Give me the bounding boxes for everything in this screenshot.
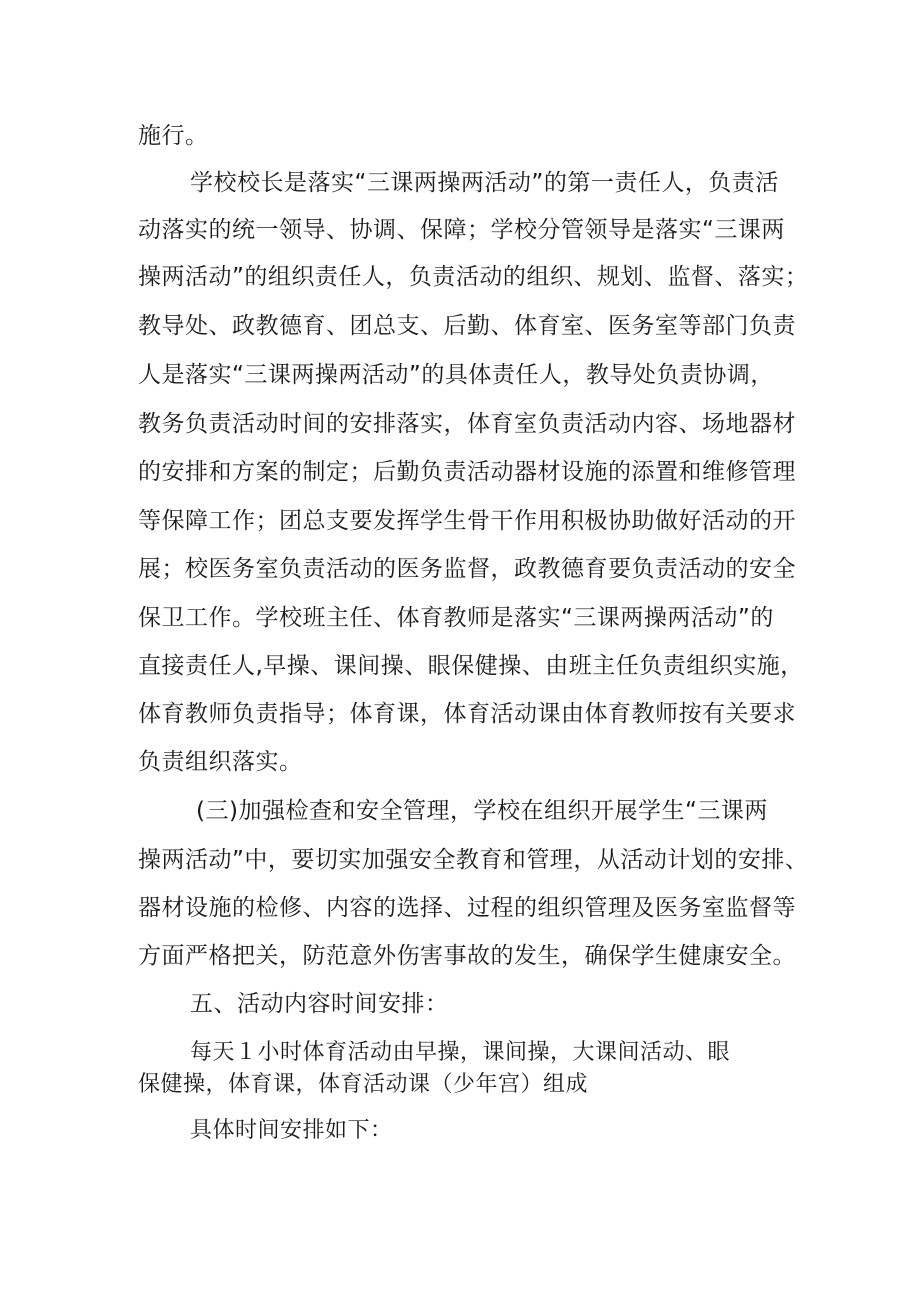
text-line: 操两活动”的组织责任人，负责活动的组织、规划、监督、落实； — [138, 264, 809, 290]
section-heading-three: (三)加强检查和安全管理，学校在组织开展学生“三课两 — [196, 798, 768, 824]
text-line: 负责组织落实。 — [138, 749, 303, 775]
text-line: 体育教师负责指导；体育课，体育活动课由体育教师按有关要求 — [138, 701, 796, 727]
text-line: 保健操，体育课，体育活动课（少年宫）组成 — [138, 1072, 589, 1097]
paragraph-start: 学校校长是落实“三课两操两活动”的第一责任人，负责活 — [190, 170, 779, 196]
text-line: 器材设施的检修、内容的选择、过程的组织管理及医务室监督等 — [138, 895, 796, 921]
text-line: 具体时间安排如下： — [190, 1118, 393, 1143]
text-line: 施行。 — [138, 123, 209, 149]
paragraph-start: 每天１小时体育活动由早操，课间操，大课间活动、眼 — [190, 1040, 731, 1065]
text-line: 教务负责活动时间的安排落实，体育室负责活动内容、场地器材 — [138, 411, 796, 437]
text-line: 展；校医务室负责活动的医务监督，政教德育要负责活动的安全 — [138, 556, 796, 582]
text-line: 保卫工作。学校班主任、体育教师是落实“三课两操两活动”的 — [138, 605, 774, 631]
section-heading-five: 五、活动内容时间安排： — [190, 991, 449, 1017]
text-line: 操两活动”中，要切实加强安全教育和管理，从活动计划的安排、 — [138, 847, 809, 873]
text-line: 动落实的统一领导、协调、保障；学校分管领导是落实“三课两 — [138, 217, 785, 243]
text-line: 直接责任人,早操、课间操、眼保健操、由班主任负责组织实施， — [138, 653, 804, 679]
text-line: 人是落实“三课两操两活动”的具体责任人，教导处负责协调， — [138, 362, 774, 388]
text-line: 等保障工作；团总支要发挥学生骨干作用积极协助做好活动的开 — [138, 508, 796, 534]
text-line: 的安排和方案的制定；后勤负责活动器材设施的添置和维修管理 — [138, 459, 796, 485]
text-line: 教导处、政教德育、团总支、后勤、体育室、医务室等部门负责 — [138, 313, 796, 339]
text-line: 方面严格把关，防范意外伤害事故的发生，确保学生健康安全。 — [138, 943, 796, 969]
